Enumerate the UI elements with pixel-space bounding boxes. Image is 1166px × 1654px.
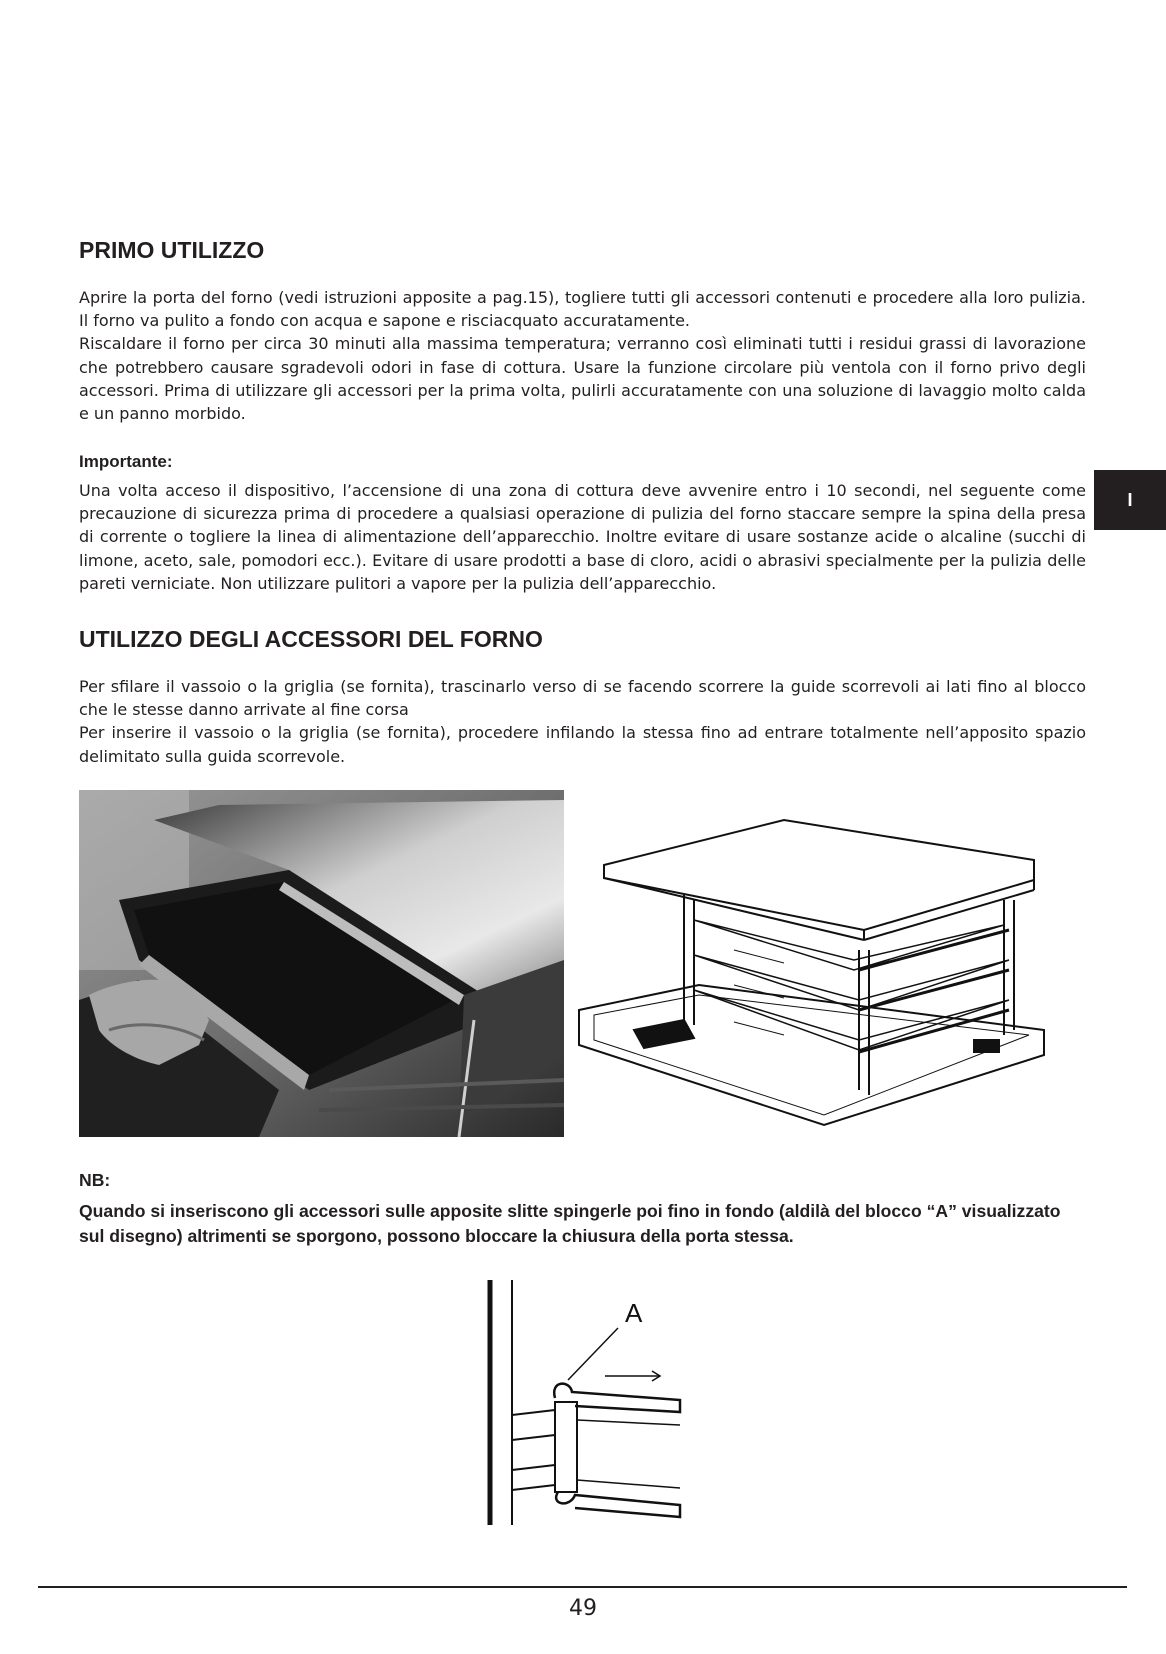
label-a: A [625, 1298, 643, 1328]
section-title-accessori: UTILIZZO DEGLI ACCESSORI DEL FORNO [79, 626, 543, 652]
paragraph: Riscaldare il forno per circa 30 minuti alla massima temperatura; verranno così eliminati tutti i residui grassi di lavorazione che potrebbero causare sgradevoli odori in fase di cottura. Usare la funzione circolare più ventola con il forno privo degli accessori. Prima di utilizzare gli accessori per la prima volta, pulirli accuratamente con una soluzione di lavaggio molto calda e un panno morbido. [79, 334, 1086, 424]
language-tab: I [1094, 470, 1166, 530]
paragraph: Una volta acceso il dispositivo, l’accensione di una zona di cottura deve avvenire entro i 10 secondi, nel seguente come precauzione di sicurezza prima di procedere a qualsiasi operazione di pulizia del forno staccare sempre la spina della presa di corrente o togliere la linea di alimentazione dell’apparecchio. Inoltre evitare di usare sostanze acide o alcaline (succhi di limone, aceto, sale, pomodori ecc.). Evitare di usare prodotti a base di cloro, acidi o abrasivi specialmente per la pulizia delle pareti verniciate. Non utilizzare pulitori a vapore per la pulizia dell’apparecchio. [79, 481, 1086, 593]
racks-drawing [574, 790, 1086, 1135]
section-title-primo-utilizzo: PRIMO UTILIZZO [79, 237, 265, 263]
section-body-primo-utilizzo [79, 286, 1086, 425]
nb-heading: NB: [79, 1170, 111, 1190]
paragraph: Per inserire il vassoio o la griglia (se fornita), procedere infilando la stessa fino ad entrare totalmente nell’apposito spazio delimitato sulla guida scorrevole. [79, 723, 1086, 766]
section-body-accessori [79, 675, 1086, 768]
page-number: 49 [569, 1596, 597, 1621]
tray-photo [79, 790, 564, 1137]
nb-body [79, 1199, 1086, 1249]
block-a-drawing [480, 1280, 690, 1530]
paragraph: Per sfilare il vassoio o la griglia (se fornita), trascinarlo verso di se facendo scorrere la guide scorrevoli ai lati fino al blocco che le stesse danno arrivate al fine corsa [79, 677, 1086, 720]
paragraph: Aprire la porta del forno (vedi istruzioni apposite a pag.15), togliere tutti gli accessori contenuti e procedere alla loro pulizia. Il forno va pulito a fondo con acqua e sapone e risciacquato accuratamente. [79, 288, 1086, 331]
important-body [79, 479, 1086, 595]
nb-text: Quando si inseriscono gli accessori sulle apposite slitte spingerle poi fino in fondo (aldilà del blocco “A” visualizzato sul disegno) altrimenti se sporgono, possono bloccare la chiusura della porta stessa. [79, 1201, 1061, 1246]
important-heading: Importante: [79, 452, 173, 471]
footer-rule [38, 1586, 1127, 1588]
